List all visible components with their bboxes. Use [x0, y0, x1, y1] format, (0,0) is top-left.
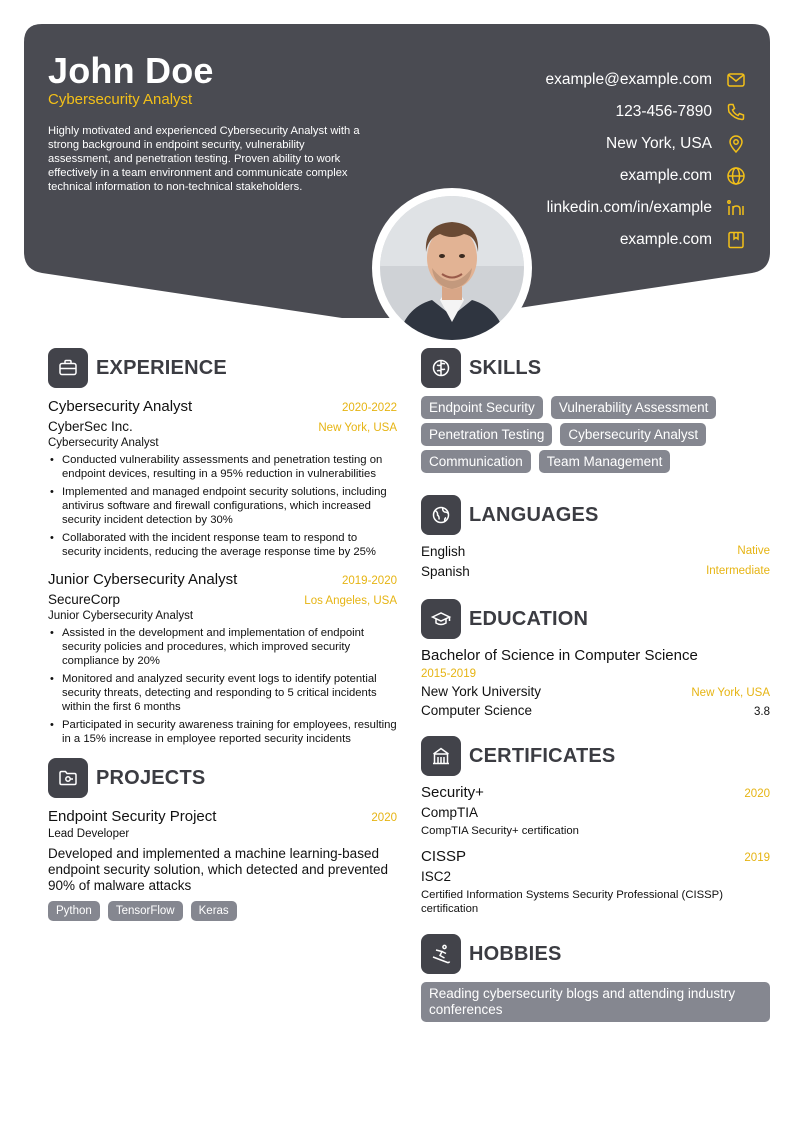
project-tag: Python [48, 901, 100, 921]
skill-tag: Endpoint Security [421, 396, 543, 419]
language-level: Intermediate [706, 565, 770, 577]
job-title: Junior Cybersecurity Analyst [48, 571, 238, 588]
education-section-header [421, 599, 770, 639]
project-tag: TensorFlow [108, 901, 183, 921]
job-position: Cybersecurity Analyst [48, 437, 159, 449]
projects-section-header [48, 758, 397, 798]
education-entry [421, 647, 770, 718]
contact-linkedin-text[interactable]: linkedin.com/in/example [546, 199, 712, 216]
skill-tag: Vulnerability Assessment [551, 396, 717, 419]
certificate-entry [421, 784, 770, 838]
profile-photo-frame [372, 188, 532, 348]
skill-tag: Communication [421, 450, 531, 473]
job-company: CyberSec Inc. [48, 419, 133, 434]
education-field: Computer Science [421, 703, 533, 718]
experience-section-header [48, 348, 397, 388]
hobbies-section-header [421, 934, 770, 974]
education-title: EDUCATION [469, 607, 589, 630]
job-company: SecureCorp [48, 592, 121, 607]
skills-list [421, 396, 770, 477]
candidate-role: Cybersecurity Analyst [48, 91, 193, 108]
language-row [421, 561, 770, 581]
bookmark-icon [726, 230, 746, 250]
profile-photo [380, 196, 524, 340]
right-column [421, 348, 770, 1022]
job-bullet: • Assisted in the development and implementation of endpoint security policies and procedures, which improved security compliance by 20% [48, 626, 397, 668]
project-description: Developed and implemented a machine learning-based endpoint security solution, which detected and prevented 90% of malware attacks [48, 846, 388, 893]
project-title: Endpoint Security Project [48, 808, 217, 825]
skill-tag: Penetration Testing [421, 423, 552, 446]
contact-portfolio[interactable] [546, 224, 747, 256]
certificate-entry [421, 848, 770, 916]
certificate-description: CompTIA Security+ certification [421, 825, 579, 837]
contact-phone[interactable] [546, 96, 747, 128]
contact-linkedin[interactable] [546, 192, 747, 224]
job-bullets [48, 626, 397, 746]
contact-location [546, 128, 747, 160]
job-bullet: • Implemented and managed endpoint security solutions, including antivirus software and firewall configurations, which increased security incident detection by 30% [48, 485, 397, 527]
resume-header [24, 24, 770, 318]
certificate-org: ISC2 [421, 869, 452, 884]
contact-portfolio-text[interactable]: example.com [619, 231, 712, 248]
contact-list [546, 64, 747, 256]
job-title: Cybersecurity Analyst [48, 398, 193, 415]
language-level: Native [737, 545, 770, 557]
certificates-title: CERTIFICATES [469, 744, 616, 767]
email-icon [726, 70, 746, 90]
certificate-date: 2020 [744, 788, 770, 800]
certificates-section-header [421, 736, 770, 776]
hobbies-title: HOBBIES [469, 942, 562, 965]
job-location: Los Angeles, USA [304, 595, 397, 607]
education-location: New York, USA [691, 687, 770, 699]
left-column [48, 348, 397, 921]
project-tag: Keras [191, 901, 237, 921]
folder-icon [48, 758, 88, 798]
project-entry [48, 808, 397, 921]
language-globe-icon [421, 495, 461, 535]
certificate-name: CISSP [421, 848, 467, 865]
project-role: Lead Developer [48, 828, 130, 840]
briefcase-icon [48, 348, 88, 388]
contact-email[interactable] [546, 64, 747, 96]
languages-list [421, 541, 770, 581]
project-date: 2020 [371, 812, 397, 824]
job-position: Junior Cybersecurity Analyst [48, 610, 194, 622]
project-tags [48, 901, 397, 921]
language-row [421, 541, 770, 561]
job-location: New York, USA [318, 422, 397, 434]
job-bullets [48, 453, 397, 559]
education-degree: Bachelor of Science in Computer Science [421, 647, 698, 664]
contact-phone-text[interactable]: 123-456-7890 [615, 103, 712, 120]
skills-title: SKILLS [469, 356, 542, 379]
education-gpa: 3.8 [754, 706, 770, 718]
languages-title: LANGUAGES [469, 503, 599, 526]
summary-text: Highly motivated and experienced Cybersecurity Analyst with a strong background in endpoint security, vulnerability assessment, and penetration testing. Proven ability to work effectively in a team environment and communicate complex technical information to non-technical stakeholders. [48, 125, 360, 193]
skills-section-header [421, 348, 770, 388]
language-name: Spanish [421, 563, 470, 579]
experience-title: EXPERIENCE [96, 356, 227, 379]
contact-email-text[interactable]: example@example.com [545, 71, 712, 88]
education-school: New York University [421, 684, 542, 699]
job-bullet: • Collaborated with the incident response team to respond to security incidents, reducing the average response time by 25% [48, 531, 397, 559]
projects-title: PROJECTS [96, 766, 206, 789]
experience-entry [48, 571, 397, 746]
skill-tag: Team Management [539, 450, 671, 473]
experience-entry [48, 398, 397, 559]
contact-website[interactable] [546, 160, 747, 192]
certificate-date: 2019 [744, 852, 770, 864]
job-bullet: • Participated in security awareness training for employees, resulting in a 15% increase in employee reported security incidents [48, 718, 397, 746]
job-bullet: • Conducted vulnerability assessments and penetration testing on endpoint devices, resulting in a 95% reduction in vulnerabilities [48, 453, 397, 481]
job-bullet: • Monitored and analyzed security event logs to identify potential security threats, detecting and responding to 5 critical incidents within the first 6 months [48, 672, 397, 714]
languages-section-header [421, 495, 770, 535]
graduation-cap-icon [421, 599, 461, 639]
certificate-org: CompTIA [421, 805, 479, 820]
location-pin-icon [726, 134, 746, 154]
linkedin-icon [726, 198, 746, 218]
globe-icon [726, 166, 746, 186]
certificate-description: Certified Information Systems Security Professional (CISSP) certification [421, 889, 723, 915]
phone-icon [726, 102, 746, 122]
institution-icon [421, 736, 461, 776]
brain-icon [421, 348, 461, 388]
skier-icon [421, 934, 461, 974]
candidate-name: John Doe [48, 50, 214, 91]
contact-website-text[interactable]: example.com [619, 167, 712, 184]
job-date: 2019-2020 [342, 575, 397, 587]
language-name: English [421, 543, 466, 559]
education-date: 2015-2019 [421, 668, 476, 680]
hobby-item: Reading cybersecurity blogs and attending industry conferences [421, 982, 770, 1022]
skill-tag: Cybersecurity Analyst [560, 423, 706, 446]
certificate-name: Security+ [421, 784, 484, 801]
contact-location-text: New York, USA [606, 135, 712, 152]
job-date: 2020-2022 [342, 402, 397, 414]
